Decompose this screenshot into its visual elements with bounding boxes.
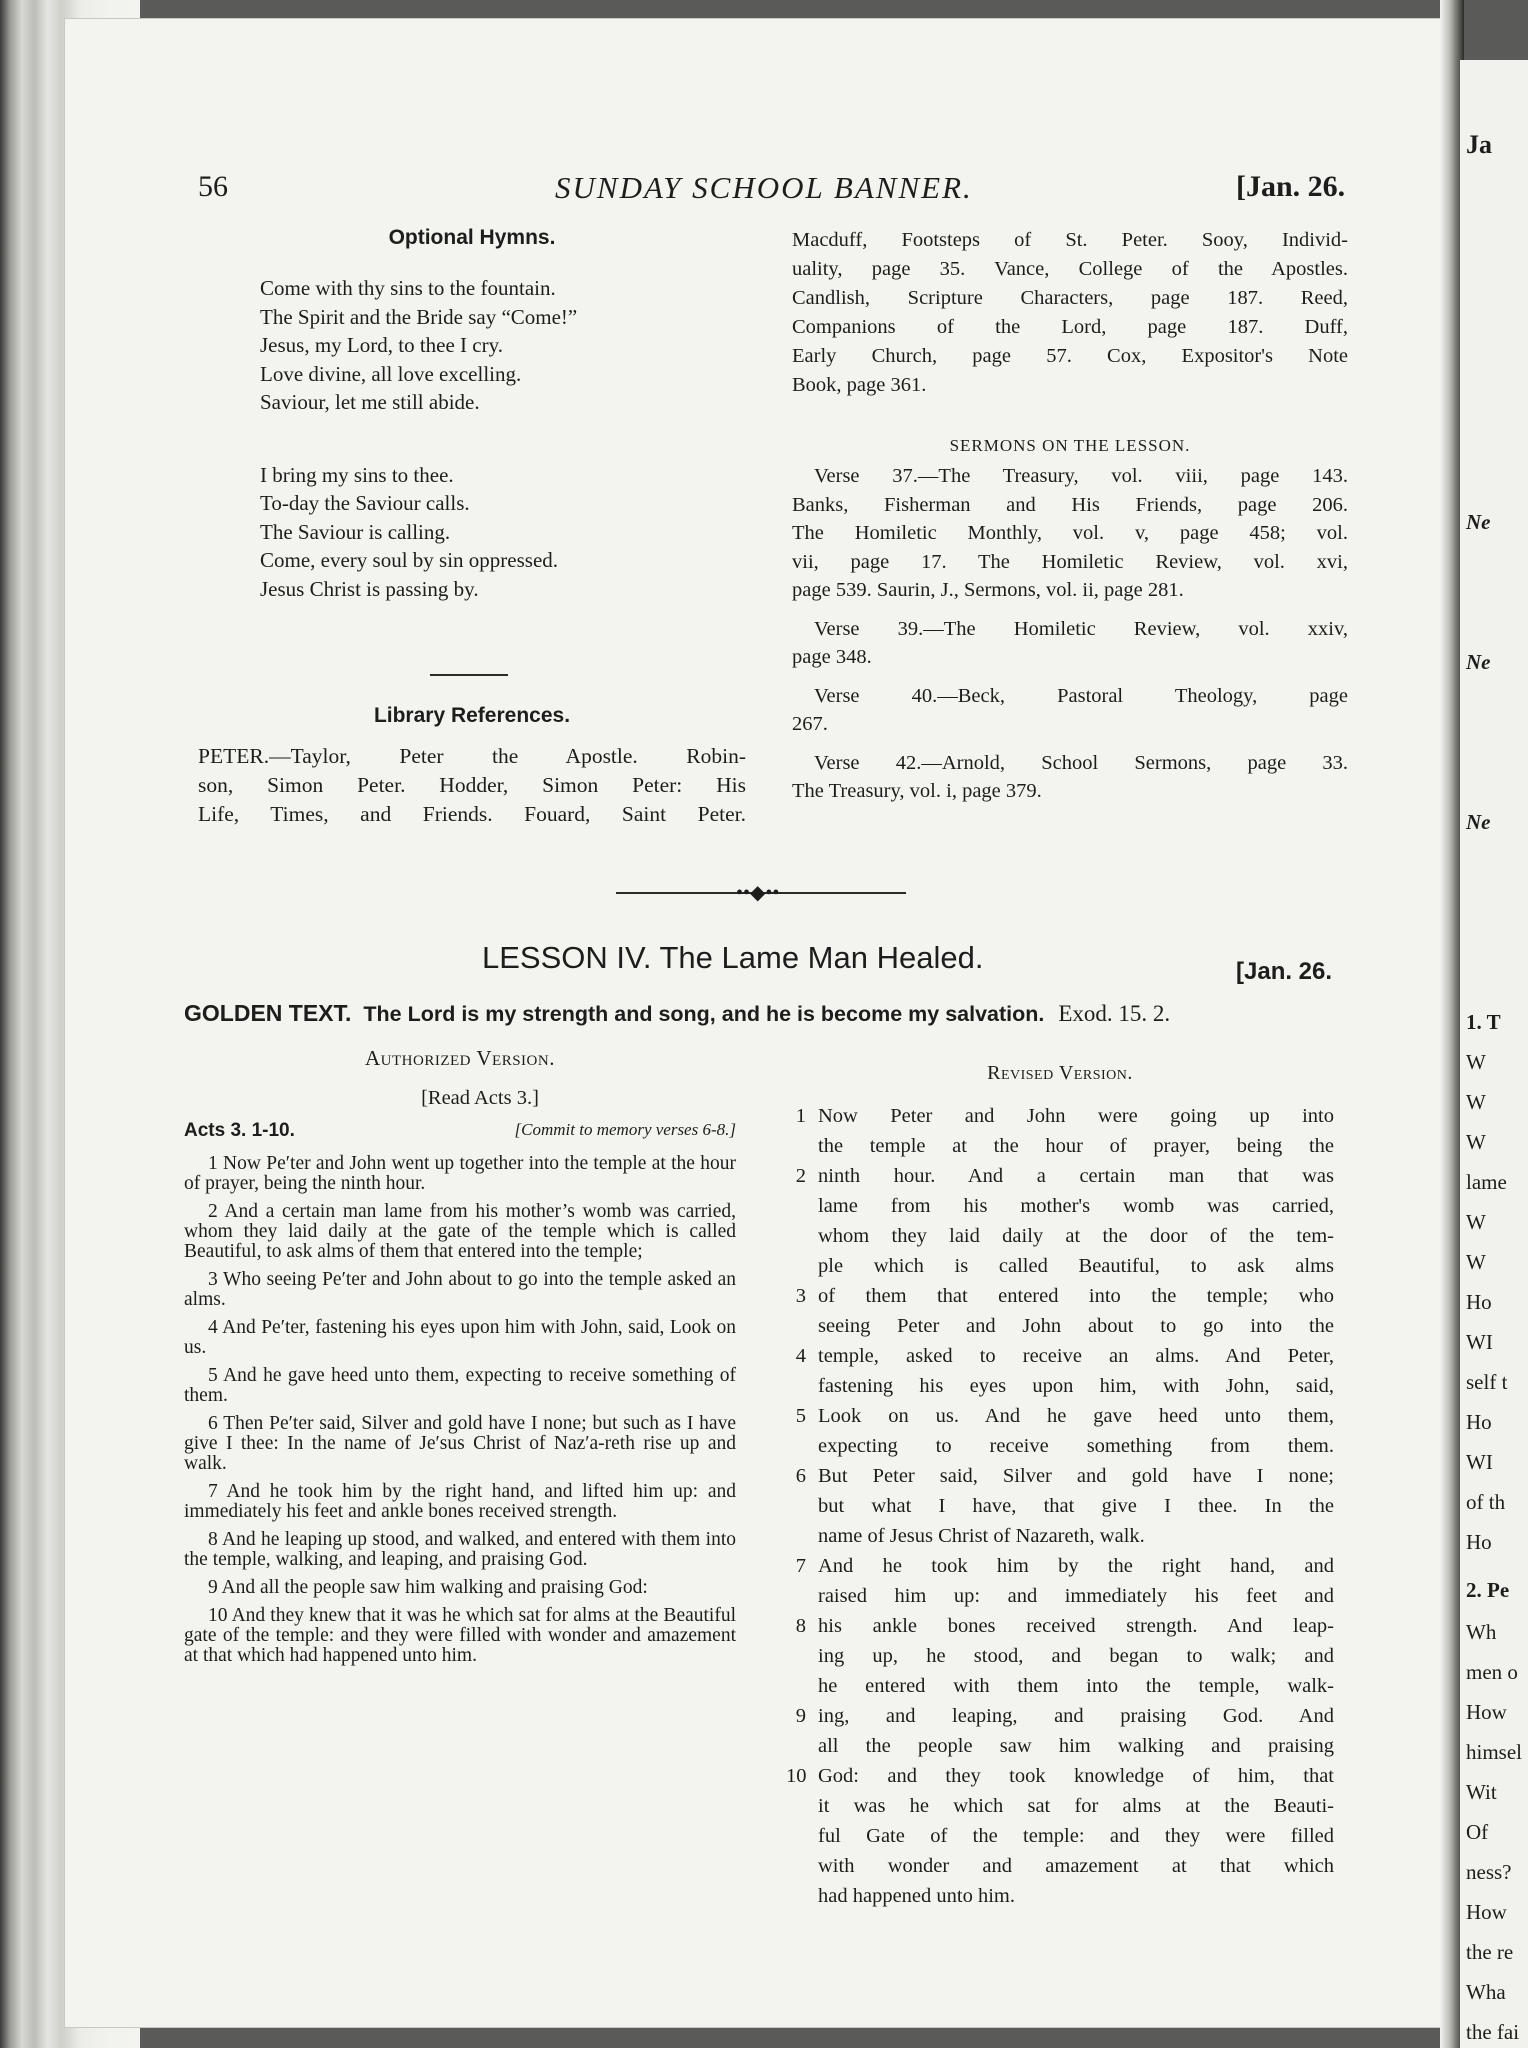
revised-line — [786, 1761, 1334, 1791]
verse-number: 6 — [795, 1465, 806, 1487]
sermon-entry — [792, 682, 1348, 739]
library-references-continued — [792, 226, 1348, 400]
revised-line-text: ple which is called Beautiful, to ask alms — [818, 1255, 1334, 1277]
authorized-verse: 5 And he gave heed unto them, expecting to receive something of them. — [184, 1365, 736, 1406]
right-column-upper — [792, 226, 1348, 806]
next-page-text: Of — [1466, 1820, 1489, 1844]
next-page-text: 2. Pe — [1466, 1578, 1510, 1602]
authorized-verse: 8 And he leaping up stood, and walked, and entered with them into the temple, walking, and leaping, and praising God. — [184, 1529, 736, 1570]
revised-line — [786, 1851, 1334, 1881]
verse-number: 1 — [795, 1105, 806, 1127]
revised-line-text: of them that entered into the temple; who — [818, 1285, 1334, 1307]
library-reference-line: Life, Times, and Friends. Fouard, Saint Peter. — [198, 802, 746, 826]
revised-line — [786, 1371, 1334, 1401]
left-column-upper — [198, 226, 746, 826]
revised-line-text: he entered with them into the temple, walk- — [818, 1675, 1334, 1697]
ornament-glyph: ••◆•• — [736, 882, 780, 904]
revised-line — [786, 1821, 1334, 1851]
revised-version-column — [786, 1062, 1334, 1911]
revised-line — [786, 1131, 1334, 1161]
sermon-line: 267. — [792, 713, 828, 735]
library-reference-line: Early Church, page 57. Cox, Expositor's Note — [792, 345, 1348, 367]
revised-line-text: expecting to receive something from them. — [818, 1435, 1334, 1457]
revised-line — [786, 1101, 1334, 1131]
optional-hymns-heading: Optional Hymns. — [388, 226, 556, 249]
sermons-list — [792, 462, 1348, 806]
revised-line-text: ninth hour. And a certain man that was — [818, 1165, 1334, 1187]
revised-verses — [786, 1101, 1334, 1911]
revised-line-text: lame from his mother's womb was carried, — [818, 1195, 1334, 1217]
verse-number: 3 — [795, 1285, 806, 1307]
lesson-title — [482, 940, 983, 976]
revised-line-text: ing up, he stood, and began to walk; and — [818, 1645, 1334, 1667]
library-references-text — [198, 742, 746, 829]
revised-line — [786, 1311, 1334, 1341]
authorized-version-column — [184, 1046, 736, 1674]
revised-line-text: raised him up: and immediately his feet and — [818, 1585, 1334, 1607]
revised-line — [786, 1611, 1334, 1641]
hymn-title: Saviour, let me still abide. — [260, 390, 480, 414]
library-reference-line: Macduff, Footsteps of St. Peter. Sooy, Individ- — [792, 229, 1348, 251]
revised-line-text: but what I have, that give I thee. In the — [818, 1495, 1334, 1517]
next-page-text: himsel — [1466, 1740, 1522, 1764]
revised-line-text: And he took him by the right hand, and — [818, 1555, 1334, 1577]
revised-line — [786, 1881, 1334, 1911]
revised-line-text: had happened unto him. — [818, 1885, 1015, 1907]
hymn-title: Come, every soul by sin oppressed. — [260, 548, 559, 572]
next-page-text: Ho — [1466, 1410, 1492, 1434]
next-page-text: the fai — [1466, 2020, 1520, 2044]
revised-line — [786, 1671, 1334, 1701]
next-page-text: WI — [1466, 1450, 1493, 1474]
verse-number: 5 — [795, 1405, 806, 1427]
authorized-verses — [184, 1154, 736, 1666]
authorized-verse: 1 Now Pe′ter and John went up together into the temple at the hour of prayer, being the ninth hour. — [184, 1153, 736, 1194]
verse-number: 7 — [795, 1555, 806, 1577]
revised-line — [786, 1581, 1334, 1611]
golden-text-label: GOLDEN TEXT. — [184, 1000, 352, 1026]
sermon-line: Verse 39.—The Homiletic Review, vol. xxiv, — [814, 617, 1348, 640]
next-page-text: Ne — [1466, 810, 1491, 834]
sermon-line: The Treasury, vol. i, page 379. — [792, 780, 1042, 802]
hymn-title: The Saviour is calling. — [260, 519, 451, 544]
library-reference-line: PETER.—Taylor, Peter the Apostle. Robin- — [198, 744, 746, 768]
authorized-verse: 3 Who seeing Pe′ter and John about to go into the temple asked an alms. — [184, 1269, 736, 1310]
revised-line-text: ful Gate of the temple: and they were filled — [818, 1825, 1334, 1847]
library-reference-line: son, Simon Peter. Hodder, Simon Peter: His — [198, 773, 746, 797]
authorized-verse: 4 And Pe′ter, fastening his eyes upon him with John, said, Look on us. — [184, 1317, 736, 1358]
golden-text-reference: Exod. 15. 2. — [1058, 1001, 1171, 1026]
running-date: [Jan. 26. — [1236, 170, 1346, 203]
hymn-title: To-day the Saviour calls. — [260, 491, 470, 515]
revised-line — [786, 1161, 1334, 1191]
revised-line-text: Now Peter and John were going up into — [818, 1105, 1334, 1127]
authorized-verse: 2 And a certain man lame from his mother’s womb was carried, whom they laid daily at the gate of the temple which is called Beautiful, to ask alms of them that entered into the temple; — [184, 1201, 736, 1262]
sermon-line: page 539. Saurin, J., Sermons, vol. ii, page 281. — [792, 579, 1184, 601]
library-reference-line: Companions of the Lord, page 187. Duff, — [792, 316, 1348, 338]
sermon-line: Verse 37.—The Treasury, vol. viii, page 143. — [814, 465, 1348, 487]
revised-line — [786, 1251, 1334, 1281]
sermon-line: Verse 42.—Arnold, School Sermons, page 33. — [814, 751, 1348, 774]
next-page-text: W — [1466, 1130, 1486, 1154]
next-page-text: ness? — [1466, 1860, 1512, 1884]
revised-line — [786, 1731, 1334, 1761]
revised-line-text: ing, and leaping, and praising God. And — [818, 1705, 1334, 1727]
passage-reference: Acts 3. 1-10. — [184, 1120, 295, 1141]
revised-line-text: God: and they took knowledge of him, that — [818, 1765, 1334, 1787]
library-reference-line: uality, page 35. Vance, College of the Apostles. — [792, 258, 1348, 280]
revised-line — [786, 1491, 1334, 1521]
revised-line — [786, 1461, 1334, 1491]
revised-line — [786, 1281, 1334, 1311]
hymn-title: I bring my sins to thee. — [260, 462, 454, 487]
hymn-title: The Spirit and the Bride say “Come!” — [260, 304, 578, 329]
authorized-version-heading: Authorized Version. — [365, 1046, 555, 1070]
verse-number: 4 — [795, 1345, 806, 1367]
hymn-list-1 — [198, 274, 746, 417]
revised-line-text: with wonder and amazement at that which — [818, 1855, 1334, 1877]
revised-line — [786, 1551, 1334, 1581]
library-references-heading: Library References. — [373, 704, 571, 727]
revised-line-text: temple, asked to receive an alms. And Peter, — [818, 1345, 1334, 1367]
revised-line — [786, 1431, 1334, 1461]
golden-text-line — [184, 1000, 1170, 1027]
revised-line-text: his ankle bones received strength. And leap- — [818, 1615, 1334, 1637]
authorized-verse: 10 And they knew that it was he which sat for alms at the Beautiful gate of the temple: and they were filled with wonder and amazement at that which had happened unto him. — [184, 1605, 736, 1666]
lesson-date: [Jan. 26. — [1236, 958, 1333, 985]
authorized-verse: 7 And he took him by the right hand, and lifted him up: and immediately his feet and ankle bones received strength. — [184, 1481, 736, 1522]
lesson-title-text: LESSON IV. The Lame Man Healed. — [482, 940, 984, 975]
revised-line-text: name of Jesus Christ of Nazareth, walk. — [818, 1525, 1145, 1547]
verse-number: 2 — [795, 1165, 806, 1187]
hymn-title: Jesus Christ is passing by. — [260, 576, 479, 601]
next-page-text: W — [1466, 1210, 1486, 1234]
sermon-entry — [792, 749, 1348, 806]
memory-verses-note: [Commit to memory verses 6-8.] — [514, 1120, 736, 1139]
revised-line — [786, 1221, 1334, 1251]
library-reference-line: Book, page 361. — [792, 374, 927, 396]
next-page-text: Wit — [1466, 1780, 1497, 1804]
next-page-text: How — [1466, 1900, 1507, 1924]
sermon-line: page 348. — [792, 646, 872, 668]
next-page-text: How — [1466, 1700, 1507, 1724]
sermon-line: Banks, Fisherman and His Friends, page 206. — [792, 493, 1348, 516]
authorized-verse: 9 And all the people saw him walking and praising God: — [208, 1577, 648, 1598]
next-page-text: Ne — [1466, 650, 1491, 674]
next-page-text: W — [1466, 1050, 1486, 1074]
sermon-entry — [792, 615, 1348, 672]
revised-line — [786, 1701, 1334, 1731]
revised-line-text: all the people saw him walking and praising — [818, 1735, 1334, 1757]
revised-line-text: whom they laid daily at the door of the tem- — [818, 1225, 1334, 1247]
sermon-line: vii, page 17. The Homiletic Review, vol. xvi, — [792, 550, 1348, 573]
passage-line — [184, 1120, 736, 1150]
next-page-text: men o — [1466, 1660, 1518, 1684]
hymn-title: Come with thy sins to the fountain. — [260, 276, 556, 300]
revised-line-text: seeing Peter and John about to go into the — [818, 1315, 1334, 1337]
sermon-entry — [792, 462, 1348, 605]
running-title: SUNDAY SCHOOL BANNER. — [555, 170, 973, 205]
next-page-text: W — [1466, 1250, 1486, 1274]
verse-number: 9 — [795, 1705, 806, 1727]
next-page-text: lame — [1466, 1170, 1507, 1194]
authorized-verse: 6 Then Pe′ter said, Silver and gold have I none; but such as I have give I thee: In the name of Je′sus Christ of Naz′a-reth rise up and walk. — [184, 1413, 736, 1474]
sermons-heading: SERMONS ON THE LESSON. — [949, 436, 1191, 455]
revised-line-text: the temple at the hour of prayer, being the — [818, 1135, 1334, 1157]
golden-text: The Lord is my strength and song, and he is become my salvation. — [363, 1002, 1045, 1026]
revised-line — [786, 1791, 1334, 1821]
next-page-text: WI — [1466, 1330, 1493, 1354]
revised-line — [786, 1401, 1334, 1431]
revised-line-text: it was he which sat for alms at the Beauti- — [818, 1795, 1334, 1817]
next-page-text: 1. T — [1466, 1010, 1501, 1034]
read-acts-note: [Read Acts 3.] — [421, 1087, 539, 1109]
next-page-text: Wha — [1466, 1980, 1506, 2004]
next-page-text: Ho — [1466, 1290, 1492, 1314]
page-number: 56 — [198, 170, 228, 203]
revised-line-text: fastening his eyes upon him, with John, said, — [818, 1375, 1334, 1397]
next-page-text: Wh — [1466, 1620, 1497, 1644]
revised-line-text: But Peter said, Silver and gold have I none; — [818, 1465, 1334, 1487]
next-page-text: W — [1466, 1090, 1486, 1114]
sermon-line: The Homiletic Monthly, vol. v, page 458; vol. — [792, 522, 1348, 544]
revised-version-heading: Revised Version. — [987, 1062, 1133, 1084]
next-page-text: Ne — [1466, 510, 1491, 534]
revised-line — [786, 1521, 1334, 1551]
sermon-line: Verse 40.—Beck, Pastoral Theology, page — [814, 684, 1348, 707]
next-page-fragment — [1460, 60, 1528, 2048]
next-page-text: Ja — [1466, 130, 1492, 159]
library-reference-line: Candlish, Scripture Characters, page 187. Reed, — [792, 287, 1348, 309]
verse-number: 10 — [786, 1765, 807, 1787]
revised-line — [786, 1191, 1334, 1221]
revised-line-text: Look on us. And he gave heed unto them, — [818, 1405, 1334, 1427]
short-divider — [430, 674, 508, 676]
next-page-text: the re — [1466, 1940, 1514, 1964]
hymn-title: Jesus, my Lord, to thee I cry. — [260, 333, 503, 357]
next-page-text: of th — [1466, 1490, 1506, 1514]
hymn-title: Love divine, all love excelling. — [260, 361, 522, 386]
next-page-text: Ho — [1466, 1530, 1492, 1554]
next-page-text: self t — [1466, 1370, 1508, 1394]
revised-line — [786, 1341, 1334, 1371]
revised-line — [786, 1641, 1334, 1671]
hymn-list-2 — [198, 461, 746, 604]
verse-number: 8 — [795, 1615, 806, 1637]
